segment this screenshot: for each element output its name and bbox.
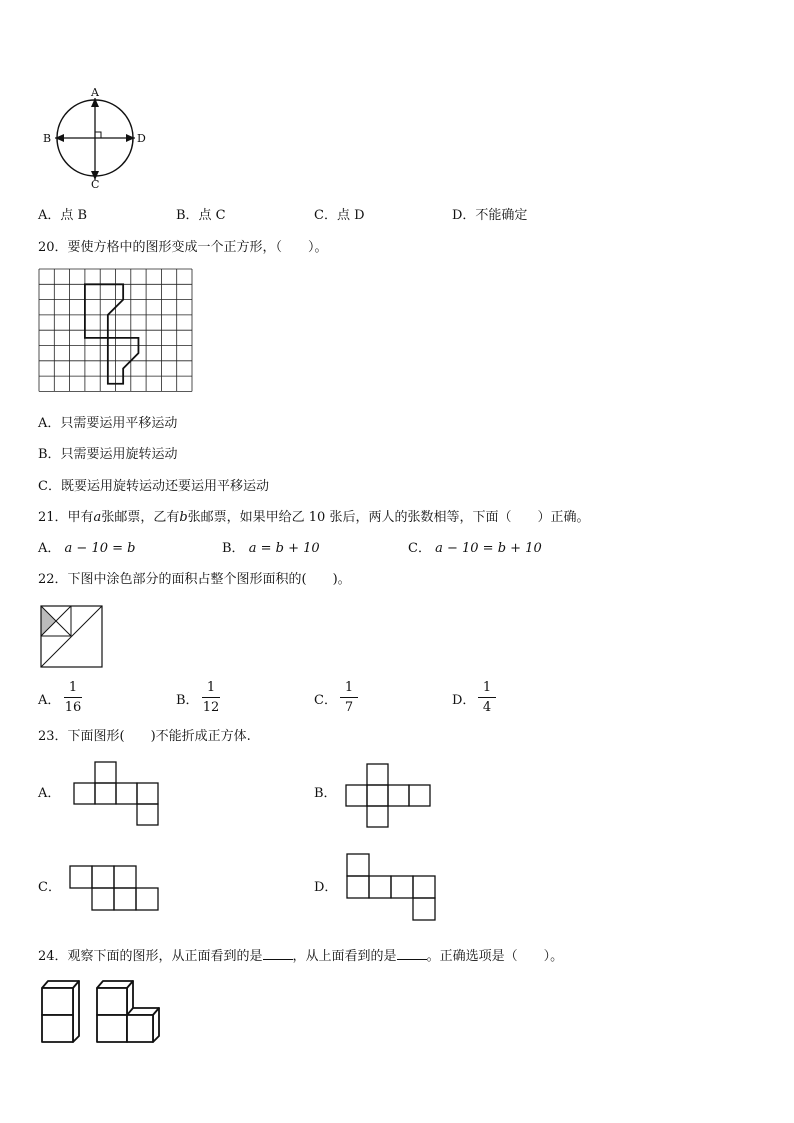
denominator: 4: [482, 700, 492, 715]
cube-net-c: [69, 865, 161, 913]
square-grid: [38, 268, 194, 404]
numerator: 1: [206, 680, 216, 695]
q20-option-a[interactable]: A．只需要运用平移运动: [38, 416, 178, 431]
numerator: 1: [482, 680, 492, 695]
denominator: 16: [64, 700, 82, 715]
q22-option-d-fraction: [476, 680, 498, 715]
q22-option-b-fraction: [200, 680, 222, 715]
q21-stem-part1: 21．甲有: [38, 510, 94, 525]
q22-option-d-letter: D．: [452, 693, 476, 708]
q19-option-a[interactable]: A．点 B: [38, 208, 88, 223]
numerator: 1: [68, 680, 78, 695]
q22-figure: [40, 605, 104, 669]
q22-stem: 22．下图中涂色部分的面积占整个图形面积的( )。: [38, 572, 351, 587]
q23-option-b[interactable]: B．: [314, 786, 337, 801]
q21-option-c[interactable]: [408, 541, 542, 557]
q24-blank-front[interactable]: [263, 947, 293, 960]
q21-option-b-letter: B．: [222, 541, 245, 556]
q22-option-c[interactable]: [314, 680, 374, 722]
q19-figure: [38, 86, 153, 192]
q23-option-a[interactable]: A．: [38, 786, 61, 801]
q20-option-b[interactable]: B．只需要运用旋转运动: [38, 447, 178, 462]
q21-option-c-expr: a − 10 = b + 10: [435, 541, 542, 556]
compass-circle-diagram: [38, 86, 153, 192]
q22-option-d[interactable]: [452, 680, 512, 722]
q23-option-c[interactable]: C．: [38, 880, 61, 895]
q24-stem: [38, 947, 563, 965]
numerator: 1: [344, 680, 354, 695]
label-b: B: [43, 132, 52, 145]
q19-option-b[interactable]: B．点 C: [176, 208, 226, 223]
denominator: 12: [202, 700, 220, 715]
q22-option-b[interactable]: [176, 680, 236, 722]
q20-option-c[interactable]: C．既要运用旋转运动还要运用平移运动: [38, 479, 269, 494]
q19-option-c[interactable]: C．点 D: [314, 208, 365, 223]
q23-stem: 23．下面图形( )不能折成正方体.: [38, 729, 251, 744]
label-d: D: [137, 132, 146, 145]
q22-option-a[interactable]: [38, 680, 98, 722]
label-a: A: [91, 86, 99, 99]
q21-option-b-expr: a = b + 10: [248, 541, 320, 556]
q24-stem-part3: 。正确选项是（ ）。: [426, 949, 564, 964]
q22-option-b-letter: B．: [176, 693, 199, 708]
q24-stem-part1: 24．观察下面的图形，从正面看到的是: [38, 949, 263, 964]
q19-option-d[interactable]: D．不能确定: [452, 208, 528, 223]
q20-stem: 20．要使方格中的图形变成一个正方形，（ ）。: [38, 240, 328, 255]
q22-option-c-fraction: [338, 680, 360, 715]
cube-net-b: [345, 763, 435, 829]
q21-option-a-expr: a − 10 = b: [64, 541, 136, 556]
q22-option-a-letter: A．: [38, 693, 61, 708]
q24-blank-top[interactable]: [397, 947, 427, 960]
q21-stem-part2: 张邮票，乙有: [101, 510, 180, 525]
cube-net-d: [346, 853, 438, 923]
q21-var-b: b: [179, 510, 188, 525]
cube-net-a: [74, 761, 164, 827]
q21-option-a-letter: A．: [38, 541, 61, 556]
q21-stem: [38, 510, 589, 526]
q20-grid-figure: [38, 268, 194, 404]
shaded-square-diagram: [40, 605, 104, 669]
q24-stem-part2: ，从上面看到的是: [292, 949, 397, 964]
q23-option-d[interactable]: D．: [314, 880, 338, 895]
q21-var-a: a: [93, 510, 102, 525]
q21-option-c-letter: C．: [408, 541, 431, 556]
q22-option-a-fraction: [62, 680, 84, 715]
q21-stem-part3: 张邮票，如果甲给乙 10 张后，两人的张数相等，下面（ ）正确。: [187, 510, 590, 525]
q24-cube-figures: [38, 978, 168, 1048]
q21-option-b[interactable]: [222, 541, 320, 557]
q21-option-a[interactable]: [38, 541, 135, 557]
q22-option-c-letter: C．: [314, 693, 337, 708]
denominator: 7: [344, 700, 354, 715]
label-c: C: [91, 178, 100, 191]
